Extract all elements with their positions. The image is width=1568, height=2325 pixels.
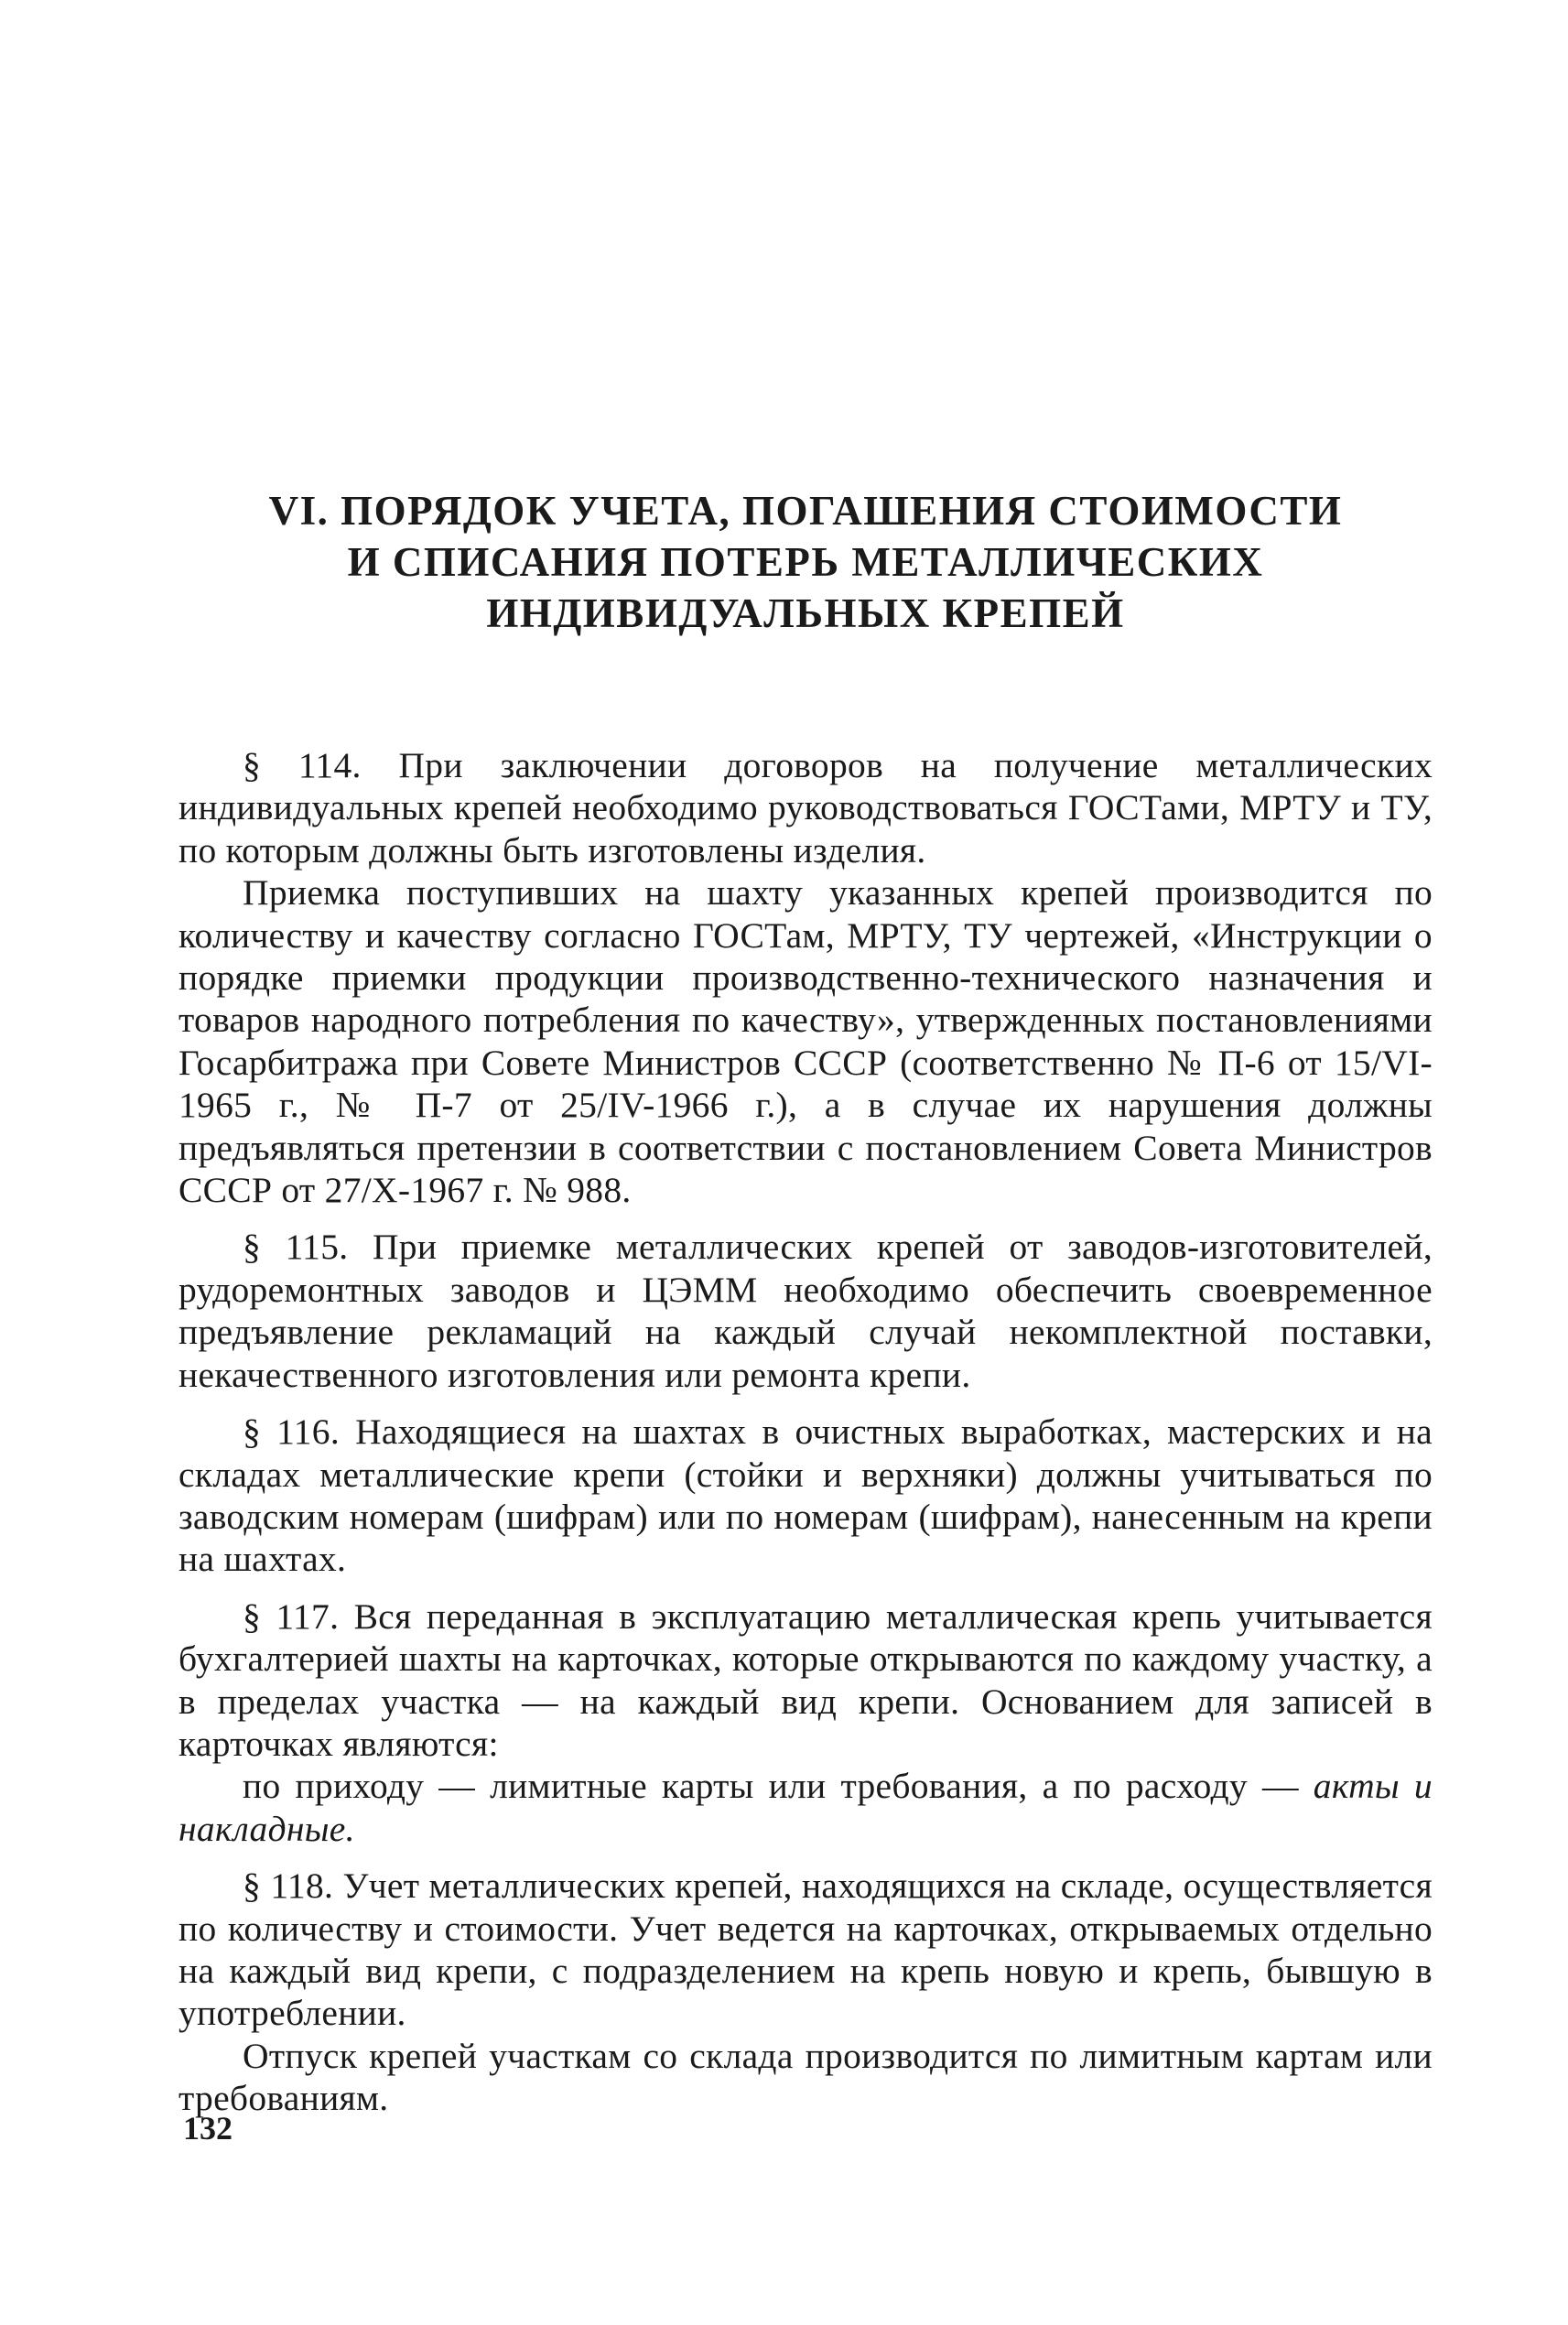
paragraph-116: § 116. Находящиеся на шахтах в очистных выработках, мастерских и на складах металлические крепи (стойки и верхняки) должны учитываться по заводским номерам (шифрам) или по номерам (шифрам), нанесенным на крепи на шахтах. bbox=[178, 1411, 1433, 1580]
page-number: 132 bbox=[183, 2110, 232, 2147]
paragraph-115: § 115. При приемке металлических крепей от заводов-изготовителей, рудоремонтных заводов и ЦЭММ необходимо обеспечить своевременное предъявление рекламаций на каждый случай некомплектной поставки, некачественного изготовления или ремонта крепи. bbox=[178, 1227, 1433, 1395]
title-line-3: ИНДИВИДУАЛЬНЫХ КРЕПЕЙ bbox=[486, 590, 1125, 636]
title-line-1: VI. ПОРЯДОК УЧЕТА, ПОГАШЕНИЯ СТОИМОСТИ bbox=[268, 488, 1343, 534]
body-text bbox=[178, 744, 1433, 2120]
paragraph-117-basis bbox=[178, 1765, 1433, 1850]
title-line-2: И СПИСАНИЯ ПОТЕРЬ МЕТАЛЛИЧЕСКИХ bbox=[347, 539, 1264, 585]
paragraph-118-issue: Отпуск крепей участкам со склада производится по лимитным картам или требованиям. bbox=[178, 2035, 1433, 2119]
paragraph-118: § 118. Учет металлических крепей, находящихся на складе, осуществляется по количеству и стоимости. Учет ведется на карточках, открываемых отдельно на каждый вид крепи, с подразделением на крепь новую и крепь, бывшую в употреблении. bbox=[178, 1865, 1433, 2034]
section-title bbox=[178, 485, 1433, 639]
document-page bbox=[178, 485, 1433, 2135]
paragraph-114: § 114. При заключении договоров на получение металлических индивидуальных крепей необходимо руководствоваться ГОСТами, МРТУ и ТУ, по которым должны быть изготовлены изделия. bbox=[178, 745, 1433, 871]
paragraph-114-acceptance: Приемка поступивших на шахту указанных крепей производится по количеству и качеству согласно ГОСТам, МРТУ, ТУ чертежей, «Инструкции о порядке приемки продукции производственно-технического назначения и товаров народного потребления по качеству», утвержденных постановлениями Госарбитража при Совете Министров СССР (соответственно № П-6 от 15/VI-1965 г., № П-7 от 25/IV-1966 г.), а в случае их нарушения должны предъявляться претензии в соответствии с постановлением Совета Министров СССР от 27/X-1967 г. № 988. bbox=[178, 872, 1433, 1211]
paragraph-117: § 117. Вся переданная в эксплуатацию металлическая крепь учитывается бухгалтерией шахты на карточках, которые открываются по каждому участку, а в пределах участка — на каждый вид крепи. Основанием для записей в карточках являются: bbox=[178, 1595, 1433, 1764]
paragraph-117-basis-text: по приходу — лимитные карты или требования, а по расходу — bbox=[243, 1766, 1299, 1807]
paragraph-117-basis-italic: акты и накладные. bbox=[178, 1766, 1433, 1849]
